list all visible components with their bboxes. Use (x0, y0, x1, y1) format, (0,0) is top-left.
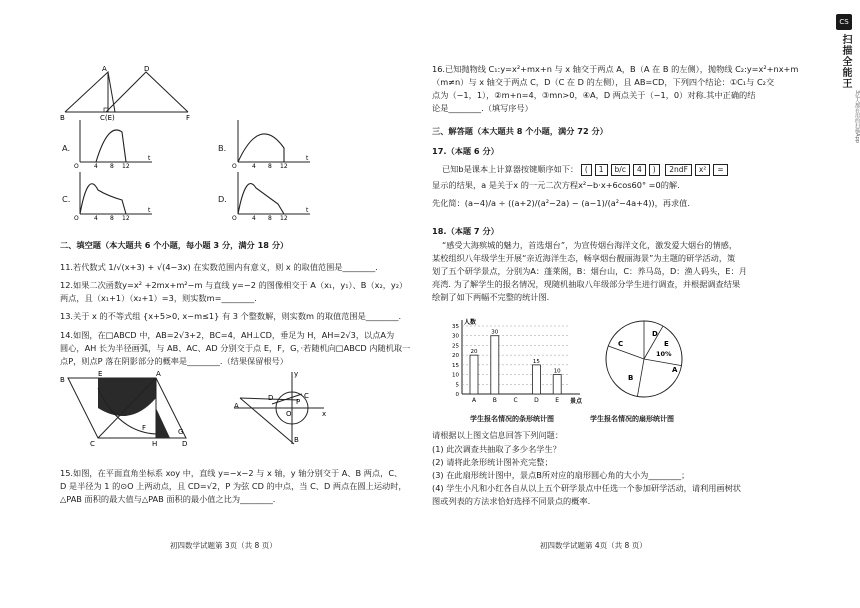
footer-page-4: 初四数学试题第 4页（共 8 页） (540, 541, 647, 550)
question-18-line5: 绘制了如下两幅不完整的统计图. (432, 292, 550, 302)
question-16-line1: 16.已知抛物线 C₁:y=x²+mx+n 与 x 轴交于两点 A，B（A 在 B 的左侧），抛物线 C₂:y=x²+nx+m (432, 64, 799, 74)
question-17-line1: 已知b是课本上计算器按键顺序如下： ( 1 b/c 4 ) 2ndF x² = (442, 164, 731, 176)
key-8: = (713, 164, 727, 176)
svg-text:4: 4 (252, 215, 256, 220)
question-18-part4: (4) 学生小凡和小红各自从以上五个研学景点中任选一个参加研学活动，请利用画树状 (432, 483, 741, 493)
bar-value-B: 30 (491, 329, 499, 336)
question-18-line3: 划了五个研学景点，分别为A：蓬莱阁，B：烟台山，C：养马岛，D：渔人码头，E：月 (432, 266, 747, 276)
pie-chart-caption: 学生报名情况的扇形统计图 (590, 415, 674, 423)
svg-text:8: 8 (268, 215, 272, 220)
option-c-label: C. (62, 194, 71, 204)
bar-value-E: 10 (553, 368, 561, 375)
pie-label-E: E (664, 340, 669, 348)
svg-text:E: E (98, 370, 103, 378)
svg-text:O: O (74, 163, 79, 168)
question-14-line3: 点P，则点P 落在阴影部分的概率是________.（结果保留根号） (60, 356, 288, 366)
svg-text:A: A (156, 370, 161, 378)
option-a-label: A. (62, 143, 71, 153)
key-4: 4 (633, 164, 646, 176)
question-18-prompt: 请根据以上图文信息回答下列问题： (432, 430, 564, 440)
question-18-line4: 亮湾. 为了解学生的报名情况，现随机抽取八年级部分学生进行调查，并根据调查结果 (432, 279, 741, 289)
bar-value-D: 15 (532, 358, 540, 365)
svg-text:O: O (74, 215, 79, 220)
bar-value-A: 20 (470, 349, 478, 356)
label-a: A (102, 65, 107, 73)
x-tick-A: A (471, 397, 477, 404)
question-18-line1: “感受大海殡城的魅力，首选烟台”，为宣传烟台海洋文化，激发爱大烟台的情感， (442, 240, 738, 250)
bar-E (553, 375, 561, 394)
option-d-graph (232, 170, 312, 220)
question-15-line2: D 是半径为 1 的⊙O 上两动点，且 CD=√2，P 为弦 CD 的中点，当 C、D 两点在圆上运动时， (60, 481, 407, 491)
svg-text:P: P (296, 398, 301, 406)
y-tick-label: 35 (452, 324, 459, 330)
y-axis-label: 人数 (464, 319, 477, 326)
svg-text:C: C (90, 440, 95, 448)
pie-label-A: A (672, 366, 678, 374)
bar-chart-caption: 学生报名情况的条形统计图 (470, 415, 554, 423)
x-tick-E: E (555, 397, 560, 404)
figure-triangles (60, 62, 210, 122)
question-13: 13.关于 x 的不等式组 {x+5>0, x−m≤1} 有 3 个整数解，则实数m 的取值范围是________. (60, 311, 402, 321)
label-b: B (60, 114, 65, 122)
bar-chart (440, 310, 590, 406)
section-3-title: 三、解答题（本大题共 8 个小题，满分 72 分） (432, 126, 608, 136)
svg-text:t: t (148, 155, 151, 162)
pie-chart (598, 316, 690, 402)
svg-text:t: t (148, 207, 151, 214)
svg-text:H: H (152, 440, 158, 448)
scanner-brand-name: 扫描全能王 (840, 34, 851, 89)
y-tick-label: 5 (455, 382, 459, 389)
svg-text:12: 12 (122, 215, 130, 220)
question-18-part1: (1) 此次调查共抽取了多少名学生？ (432, 444, 561, 454)
question-17-title: 17.（本题 6 分） (432, 146, 499, 156)
svg-text:O: O (232, 163, 237, 168)
svg-text:O: O (232, 215, 237, 220)
question-17-line3: 先化简：(a−4)/a ÷ ((a+2)/(a²−2a) − (a−1)/(a²−4a+4))，再求值. (432, 198, 690, 208)
x-tick-D: D (534, 397, 539, 404)
question-12-line1: 12.如果二次函数y=x² +2mx+m²−m 与直线 y=−2 的图像相交于 A（x₁，y₁）、B（x₂，y₂） (60, 280, 408, 290)
svg-text:4: 4 (94, 163, 98, 168)
svg-text:G: G (178, 428, 184, 436)
label-f: F (186, 114, 191, 122)
question-18-part3: (3) 在此扇形统计图中，景点B所对应的扇形圆心角的大小为________； (432, 470, 690, 480)
option-d-label: D. (218, 194, 227, 204)
bar-A (470, 355, 478, 394)
pie-label-B: B (628, 374, 634, 382)
svg-text:B: B (60, 376, 65, 384)
svg-text:F: F (142, 424, 147, 432)
svg-text:12: 12 (280, 215, 288, 220)
question-14-line1: 14.如图，在□ABCD 中，AB=2√3+2，BC=4，AH⊥CD，垂足为 H，AH=2√3，以点A为 (60, 330, 395, 340)
y-tick-label: 20 (452, 353, 459, 360)
question-18-line2: 某校组织八年级学生开展“亲近海洋生态，畅享烟台靓丽海景”为主题的研学活动，策 (432, 253, 736, 263)
svg-text:C: C (304, 392, 309, 400)
label-d: D (144, 65, 150, 73)
svg-text:8: 8 (268, 163, 272, 168)
question-11: 11.若代数式 1/√(x+3) + √(4−3x) 在实数范围内有意义，则 x 的取值范围是________. (60, 262, 378, 272)
option-b-label: B. (218, 143, 227, 153)
bar-D (532, 365, 540, 394)
x-tick-B: B (492, 397, 497, 404)
bar-B (491, 336, 499, 394)
svg-text:y: y (294, 370, 299, 378)
x-axis-label: 景点 (570, 398, 583, 405)
y-tick-label: 15 (452, 362, 459, 369)
question-16-line3: 点为（−1，1），②m+n=4，③mn>0，④A，D 两点关于（−1，0）对称.其中正确的结 (432, 90, 756, 100)
x-tick-C: C (513, 397, 518, 404)
svg-text:D: D (182, 440, 188, 448)
scanner-brand-tagline: 3亿人都在用的扫描App (854, 90, 860, 143)
footer-page-3: 初四数学试题第 3页（共 8 页） (170, 541, 277, 550)
figure-14-parallelogram (58, 368, 198, 448)
key-1: ( (581, 164, 592, 176)
svg-text:t: t (306, 155, 309, 162)
pie-label-D: D (652, 330, 658, 338)
option-a-graph (74, 118, 154, 168)
question-15-line1: 15.如图，在平面直角坐标系 xoy 中，直线 y=−x−2 与 x 轴，y 轴分别交于 A、B 两点，C、 (60, 468, 403, 478)
question-15-line3: △PAB 面积的最大值与△PAB 面积的最小值之比为________. (60, 494, 276, 504)
svg-text:12: 12 (280, 163, 288, 168)
key-7: x² (695, 164, 710, 176)
label-c: C(E) (100, 114, 115, 122)
question-14-line2: 圆心，AH 长为半径画弧，与 AB、AC、AD 分别交于点 E，F，G，·若随机向□ABCD 内随机取一 (60, 343, 411, 353)
key-5: ) (649, 164, 660, 176)
question-17-line2: 显示的结果，a 是关于x 的一元二次方程x²−b·x+6cos60° =0的解. (432, 180, 680, 190)
svg-text:O: O (286, 410, 292, 418)
section-2-title: 二、填空题（本大题共 6 个小题，每小题 3 分，满分 18 分） (60, 240, 289, 250)
right-page (430, 0, 830, 608)
question-12-line2: 两点，且（x₁+1）（x₂+1）=3，则实数m=________. (60, 293, 257, 303)
svg-text:x: x (322, 410, 327, 418)
svg-text:B: B (294, 436, 299, 444)
pie-annotation-E: 10% (656, 350, 672, 358)
svg-text:8: 8 (110, 215, 114, 220)
pie-label-C: C (618, 340, 624, 348)
svg-text:4: 4 (252, 163, 256, 168)
option-c-graph (74, 170, 154, 220)
svg-text:4: 4 (94, 215, 98, 220)
svg-text:A: A (234, 402, 239, 410)
svg-text:12: 12 (122, 163, 130, 168)
question-18-part4-cont: 图或列表的方法求恰好选择不同景点的概率. (432, 496, 591, 506)
question-18-part2: (2) 请将此条形统计图补充完整； (432, 457, 553, 467)
y-tick-label: 30 (452, 333, 459, 340)
scanner-watermark-strip (830, 0, 860, 608)
question-16-line4: 论是________.（填写序号） (432, 103, 533, 113)
key-3: b/c (611, 164, 630, 176)
key-6: 2ndF (665, 164, 692, 176)
svg-text:D: D (268, 394, 274, 402)
y-tick-label: 25 (452, 343, 459, 350)
scanner-logo-icon: CS (836, 14, 852, 30)
question-16-line2: （m≠n）与 x 轴交于两点 C，D（C 在 D 的左侧），且 AB=CD，下列四个结论：①C₁与 C₂交 (432, 77, 775, 87)
svg-text:8: 8 (110, 163, 114, 168)
y-tick-label: 10 (452, 372, 459, 379)
key-2: 1 (595, 164, 608, 176)
question-18-title: 18.（本题 7 分） (432, 226, 499, 236)
figure-15-coordinate (232, 368, 332, 448)
svg-text:t: t (306, 207, 309, 214)
option-b-graph (232, 118, 312, 168)
y-tick-label: 0 (455, 392, 459, 398)
